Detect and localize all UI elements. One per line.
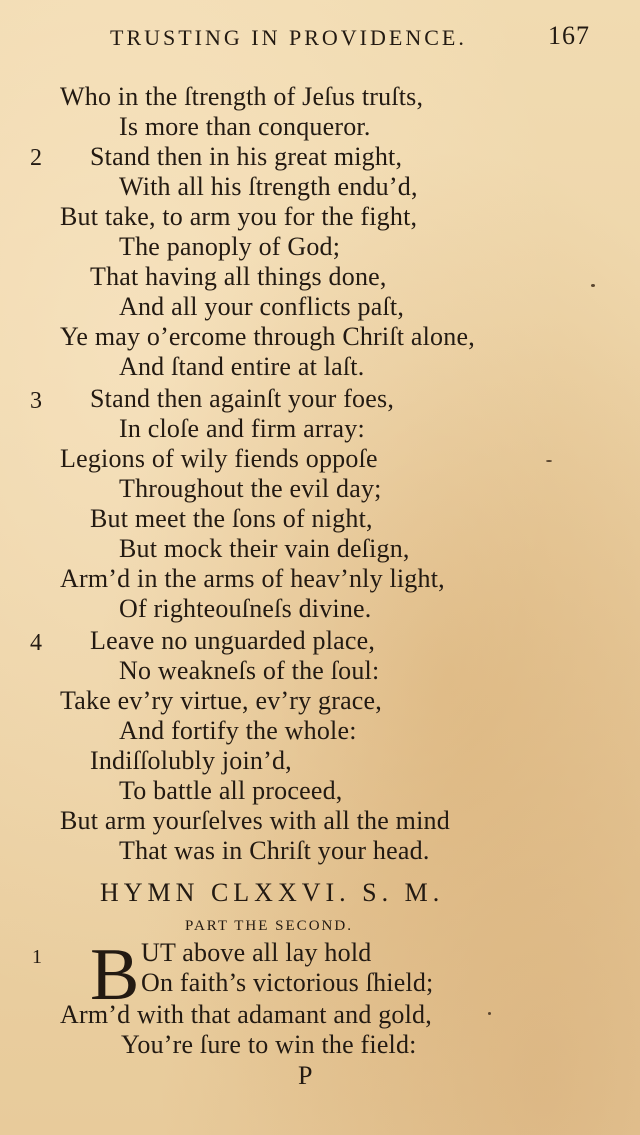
verse-number: 3 <box>30 388 42 414</box>
verse-line: To battle all proceed, <box>119 776 343 805</box>
verse-line: Indiſſolubly join’d, <box>90 746 292 775</box>
verse-line: Ye may o’ercome through Chriſt alone, <box>60 322 475 351</box>
verse-line: Stand then againſt your foes, <box>90 384 395 413</box>
verse-line: Arm’d in the arms of heav’nly light, <box>60 564 445 593</box>
verse-line: UT above all lay hold <box>141 938 372 967</box>
verse-line: But mock their vain deſign, <box>119 534 410 563</box>
drop-cap: B <box>90 934 140 1016</box>
running-title: TRUSTING IN PROVIDENCE. <box>110 25 467 50</box>
verse-line: No weakneſs of the ſoul: <box>119 656 380 685</box>
verse-number: 1 <box>32 946 42 968</box>
verse-line: Take ev’ry virtue, ev’ry grace, <box>60 686 382 715</box>
verse-line: Is more than conqueror. <box>119 112 371 141</box>
verse-line: The panoply of God; <box>119 232 341 261</box>
verse-line: That having all things done, <box>90 262 387 291</box>
verse-line: Throughout the evil day; <box>119 474 382 503</box>
verse-line: But take, to arm you for the fight, <box>60 202 418 231</box>
paper-speck <box>488 1012 491 1015</box>
verse-number: 2 <box>30 145 42 171</box>
verse-line: In cloſe and firm array: <box>119 414 365 443</box>
signature-mark: P <box>298 1061 313 1090</box>
verse-line: Leave no unguarded place, <box>90 626 376 655</box>
verse-line: Arm’d with that adamant and gold, <box>60 1000 432 1029</box>
verse-line: You’re ſure to win the field: <box>121 1030 417 1059</box>
part-heading: PART THE SECOND. <box>185 918 353 934</box>
verse-line: Who in the ſtrength of Jeſus truſts, <box>60 82 424 111</box>
verse-line: Of righteouſneſs divine. <box>119 594 372 623</box>
paper-speck <box>546 460 552 462</box>
verse-line: Legions of wily fiends oppoſe <box>60 444 378 473</box>
hymn-heading: HYMN CLXXVI. S. M. <box>100 878 445 907</box>
verse-number: 4 <box>30 630 42 656</box>
verse-line: That was in Chriſt your head. <box>119 836 430 865</box>
paper-speck <box>591 284 595 287</box>
page-number: 167 <box>548 21 590 50</box>
verse-line: And all your conflicts paſt, <box>119 292 405 321</box>
verse-line: And ſtand entire at laſt. <box>119 352 365 381</box>
verse-line: On faith’s victorious ſhield; <box>141 968 434 997</box>
verse-line: But arm yourſelves with all the mind <box>60 806 450 835</box>
verse-line: But meet the ſons of night, <box>90 504 373 533</box>
verse-line: Stand then in his great might, <box>90 142 403 171</box>
verse-line: With all his ſtrength endu’d, <box>119 172 418 201</box>
verse-line: And fortify the whole: <box>119 716 357 745</box>
